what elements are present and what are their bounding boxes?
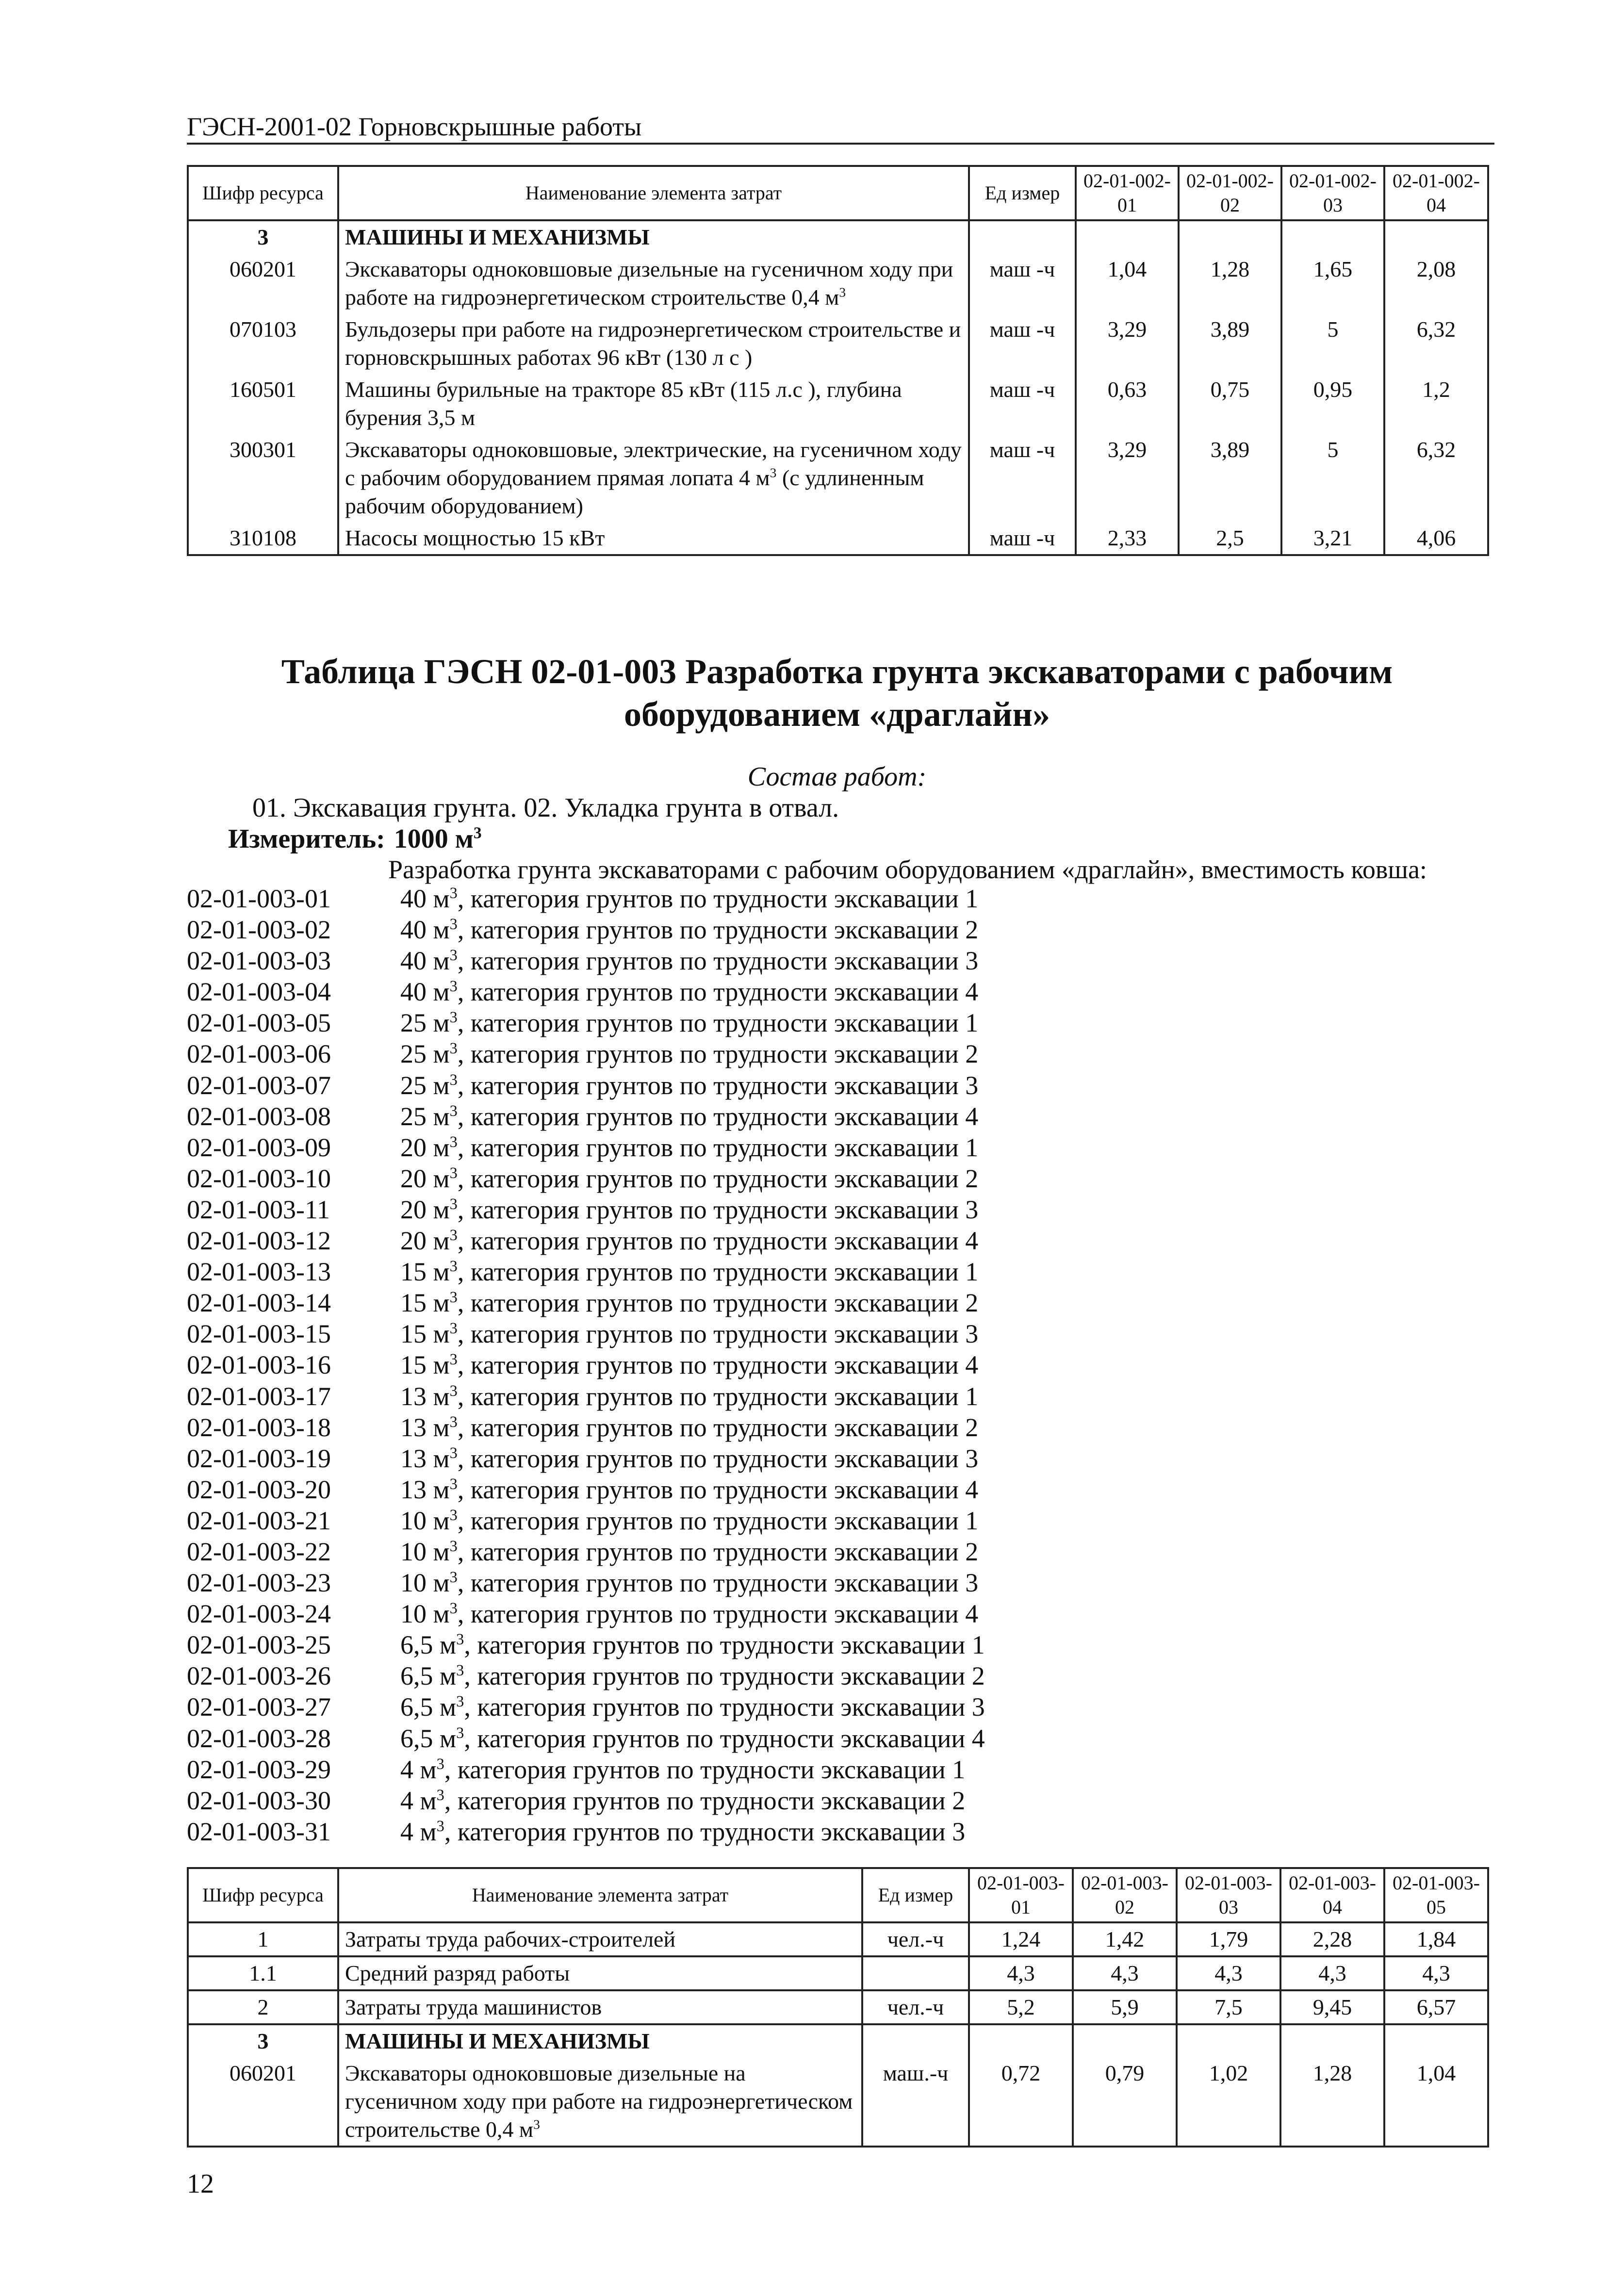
norm-item-volume: 6,5 м — [400, 1630, 457, 1660]
table-title: Таблица ГЭСН 02-01-003 Разработка грунта экскаваторами с рабочим оборудованием «драглайн» — [281, 652, 1393, 734]
unit-cell: чел.-ч — [862, 1990, 969, 2024]
norm-item-code: 02-01-003-04 — [187, 977, 331, 1007]
resource-name: Насосы мощностью 15 кВт — [338, 522, 969, 555]
norm-item-text: , категория грунтов по трудности экскавации 4 — [457, 1101, 979, 1131]
norm-item-sup: 3 — [449, 1475, 458, 1493]
norm-item-code: 02-01-003-22 — [187, 1537, 331, 1566]
norm-item-text: , категория грунтов по трудности экскавации 1 — [444, 1754, 966, 1784]
table-row — [188, 434, 1488, 522]
norm-item — [187, 1007, 1487, 1038]
header-name: Наименование элемента затрат — [338, 1868, 862, 1922]
resource-code: 1.1 — [188, 1956, 338, 1990]
norm-item-sup: 3 — [449, 1351, 458, 1369]
table-row — [188, 1956, 1488, 1990]
norm-item-sup: 3 — [449, 1195, 458, 1213]
norm-item-text: , категория грунтов по трудности экскавации 1 — [457, 1257, 979, 1287]
norm-item-volume: 25 м — [400, 1101, 450, 1131]
table-row — [188, 253, 1488, 313]
norm-item — [187, 1101, 1487, 1132]
norm-item-code: 02-01-003-23 — [187, 1568, 331, 1598]
resource-code: 160501 — [188, 374, 338, 434]
value-cell: 3,29 — [1076, 434, 1179, 522]
unit-cell: маш -ч — [969, 374, 1076, 434]
norm-item-volume: 15 м — [400, 1288, 450, 1318]
resource-code: 070103 — [188, 313, 338, 374]
resource-code: 1 — [188, 1922, 338, 1956]
value-cell: 2,33 — [1076, 522, 1179, 555]
resource-code: 060201 — [188, 253, 338, 313]
norm-item-code: 02-01-003-21 — [187, 1506, 331, 1535]
norm-item — [187, 1660, 1487, 1691]
norm-item — [187, 1443, 1487, 1474]
unit-cell: маш -ч — [969, 313, 1076, 374]
table-header-row — [188, 166, 1488, 220]
section-row — [188, 2024, 1488, 2057]
norm-item-sup: 3 — [449, 978, 458, 996]
resource-table-02-01-003 — [187, 1867, 1487, 2148]
norm-item-volume: 40 м — [400, 915, 450, 945]
meter-label: Измеритель: — [228, 824, 385, 854]
value-cell: 0,95 — [1281, 374, 1384, 434]
value-cell: 3,21 — [1281, 522, 1384, 555]
value-cell: 3,89 — [1179, 434, 1281, 522]
header-code: Шифр ресурса — [188, 1868, 338, 1922]
norm-item-code: 02-01-003-24 — [187, 1599, 331, 1629]
value-cell: 7,5 — [1177, 1990, 1280, 2024]
norm-item-sup: 3 — [436, 1755, 444, 1773]
resource-name: Затраты труда рабочих-строителей — [338, 1922, 862, 1956]
norm-item-text: , категория грунтов по трудности экскавации 4 — [457, 1350, 979, 1380]
norm-item-code: 02-01-003-20 — [187, 1475, 331, 1504]
value-cell: 0,79 — [1073, 2057, 1177, 2147]
norm-item-sup: 3 — [449, 947, 458, 965]
norm-item-sup: 3 — [449, 885, 458, 902]
norm-item — [187, 914, 1487, 945]
table-row — [188, 522, 1488, 555]
norm-item-volume: 20 м — [400, 1226, 450, 1256]
norm-item-code: 02-01-003-18 — [187, 1412, 331, 1442]
value-cell: 1,04 — [1384, 2057, 1488, 2147]
header-col: 02-01-003-03 — [1177, 1868, 1280, 1922]
norm-item-volume: 25 м — [400, 1039, 450, 1069]
norm-item-sup: 3 — [449, 1600, 458, 1618]
norm-item-text: , категория грунтов по трудности экскавации 1 — [457, 1008, 979, 1038]
norm-item-code: 02-01-003-28 — [187, 1723, 331, 1753]
value-cell: 5 — [1281, 313, 1384, 374]
norm-item — [187, 1567, 1487, 1598]
norm-item-sup: 3 — [449, 1009, 458, 1027]
norm-item-code: 02-01-003-25 — [187, 1630, 331, 1660]
norm-item-text: , категория грунтов по трудности экскавации 3 — [457, 1070, 979, 1100]
table-header-row — [188, 1868, 1488, 1922]
norm-item-volume: 13 м — [400, 1475, 450, 1504]
norm-item-text: , категория грунтов по трудности экскавации 4 — [457, 1475, 979, 1504]
header-name: Наименование элемента затрат — [338, 166, 969, 220]
value-cell: 4,3 — [969, 1956, 1073, 1990]
norm-item — [187, 1816, 1487, 1847]
work-composition-heading: Состав работ: — [747, 762, 927, 792]
norm-item — [187, 1349, 1487, 1380]
norm-item-code: 02-01-003-10 — [187, 1164, 331, 1193]
resource-name: Экскаваторы одноковшовые дизельные на гусеничном ходу при работе на гидроэнергетическом строительстве 0,4 $м^3$ — [338, 253, 969, 313]
unit-cell: маш.-ч — [862, 2057, 969, 2147]
norm-item-text: , категория грунтов по трудности экскавации 3 — [444, 1817, 966, 1846]
norm-item-code: 02-01-003-13 — [187, 1257, 331, 1287]
norm-item — [187, 1381, 1487, 1412]
norm-item-text: , категория грунтов по трудности экскавации 1 — [457, 1132, 979, 1162]
norm-item-volume: 6,5 м — [400, 1692, 457, 1722]
header-col: 02-01-003-05 — [1384, 1868, 1488, 1922]
norm-item-volume: 6,5 м — [400, 1661, 457, 1691]
meter-value: 1000 м — [394, 824, 474, 854]
norm-item-volume: 40 м — [400, 977, 450, 1007]
norm-item-text: , категория грунтов по трудности экскавации 4 — [457, 1226, 979, 1256]
norm-item-text: , категория грунтов по трудности экскавации 2 — [464, 1661, 985, 1691]
norm-item-sup: 3 — [456, 1662, 464, 1680]
norm-item-sup: 3 — [449, 1569, 458, 1587]
norm-item-code: 02-01-003-17 — [187, 1381, 331, 1411]
norm-item — [187, 945, 1487, 976]
header-col: 02-01-003-02 — [1073, 1868, 1177, 1922]
norm-item-text: , категория грунтов по трудности экскавации 3 — [457, 1319, 979, 1349]
norm-item-code: 02-01-003-16 — [187, 1350, 331, 1380]
header-col: 02-01-003-01 — [969, 1868, 1073, 1922]
norm-item-code: 02-01-003-03 — [187, 946, 331, 976]
value-cell: 4,3 — [1073, 1956, 1177, 1990]
norm-item-text: , категория грунтов по трудности экскавации 2 — [457, 1039, 979, 1069]
norm-item-code: 02-01-003-12 — [187, 1226, 331, 1256]
norm-item-sup: 3 — [449, 1537, 458, 1555]
norm-item-text: , категория грунтов по трудности экскавации 3 — [464, 1692, 985, 1722]
unit-cell — [862, 1956, 969, 1990]
resource-name: Машины бурильные на тракторе 85 кВт (115 л.с ), глубина бурения 3,5 м — [338, 374, 969, 434]
norm-item-text: , категория грунтов по трудности экскавации 2 — [457, 1412, 979, 1442]
value-cell: 0,63 — [1076, 374, 1179, 434]
norm-item-text: , категория грунтов по трудности экскавации 2 — [457, 1537, 979, 1566]
norm-item-sup: 3 — [449, 1258, 458, 1276]
norm-item-sup: 3 — [449, 1133, 458, 1151]
value-cell: 1,04 — [1076, 253, 1179, 313]
value-cell: 2,08 — [1384, 253, 1488, 313]
norm-item-code: 02-01-003-29 — [187, 1754, 331, 1784]
norm-item — [187, 1287, 1487, 1318]
norm-item-code: 02-01-003-26 — [187, 1661, 331, 1691]
norm-item — [187, 1412, 1487, 1443]
value-cell: 3,29 — [1076, 313, 1179, 374]
norm-item-code: 02-01-003-14 — [187, 1288, 331, 1318]
norm-item-text: , категория грунтов по трудности экскавации 2 — [444, 1786, 966, 1815]
norm-item-text: , категория грунтов по трудности экскавации 3 — [457, 1568, 979, 1598]
value-cell: 1,02 — [1177, 2057, 1280, 2147]
norm-item-sup: 3 — [449, 1413, 458, 1431]
norm-item-sup: 3 — [449, 1382, 458, 1400]
norm-item-code: 02-01-003-11 — [187, 1195, 330, 1224]
norm-item-text: , категория грунтов по трудности экскавации 4 — [457, 977, 979, 1007]
norm-item-volume: 25 м — [400, 1070, 450, 1100]
norm-item-code: 02-01-003-05 — [187, 1008, 331, 1038]
value-cell: 5,9 — [1073, 1990, 1177, 2024]
value-cell: 6,32 — [1384, 434, 1488, 522]
norm-item-volume: 4 м — [400, 1786, 437, 1815]
unit-cell: чел.-ч — [862, 1922, 969, 1956]
norm-item-volume: 20 м — [400, 1132, 450, 1162]
norm-item — [187, 1318, 1487, 1349]
norm-item-volume: 40 м — [400, 946, 450, 976]
norm-item-text: , категория грунтов по трудности экскавации 1 — [457, 884, 979, 913]
norm-item — [187, 1754, 1487, 1785]
norm-item-text: , категория грунтов по трудности экскавации 1 — [464, 1630, 985, 1660]
norm-item-sup: 3 — [449, 1164, 458, 1182]
norm-item-volume: 4 м — [400, 1817, 437, 1846]
norm-item-sup: 3 — [436, 1786, 444, 1804]
norm-item-sup: 3 — [456, 1724, 464, 1742]
norm-item-volume: 20 м — [400, 1164, 450, 1193]
work-composition-text: 01. Экскавация грунта. 02. Укладка грунта в отвал. — [252, 793, 839, 823]
resource-table-02-01-002 — [187, 165, 1487, 556]
norm-item-code: 02-01-003-31 — [187, 1817, 331, 1846]
norm-item-sup: 3 — [449, 1506, 458, 1524]
norm-item-code: 02-01-003-07 — [187, 1070, 331, 1100]
value-cell: 4,3 — [1384, 1956, 1488, 1990]
norm-item-text: , категория грунтов по трудности экскавации 2 — [457, 915, 979, 945]
norm-item-text: , категория грунтов по трудности экскавации 3 — [457, 946, 979, 976]
norm-item — [187, 883, 1487, 914]
norm-item-sup: 3 — [449, 1320, 458, 1338]
norm-item-sup: 3 — [449, 1040, 458, 1058]
norm-item — [187, 1691, 1487, 1722]
unit-cell: маш -ч — [969, 434, 1076, 522]
norm-item — [187, 1225, 1487, 1256]
value-cell: 0,72 — [969, 2057, 1073, 2147]
norm-item-volume: 25 м — [400, 1008, 450, 1038]
value-cell: 5 — [1281, 434, 1384, 522]
norm-item — [187, 1723, 1487, 1754]
norm-item-sup: 3 — [449, 1227, 458, 1245]
value-cell: 3,89 — [1179, 313, 1281, 374]
norm-item — [187, 1163, 1487, 1194]
header-code: Шифр ресурса — [188, 166, 338, 220]
norm-item-code: 02-01-003-30 — [187, 1786, 331, 1815]
norm-item — [187, 1598, 1487, 1629]
norm-item-code: 02-01-003-08 — [187, 1101, 331, 1131]
norm-item — [187, 1536, 1487, 1567]
measurement-unit — [228, 823, 482, 855]
value-cell: 5,2 — [969, 1990, 1073, 2024]
norm-item-code: 02-01-003-06 — [187, 1039, 331, 1069]
resource-code: 2 — [188, 1990, 338, 2024]
resource-code: 310108 — [188, 522, 338, 555]
unit-cell: маш -ч — [969, 522, 1076, 555]
norm-item — [187, 1474, 1487, 1505]
norm-item-volume: 4 м — [400, 1754, 437, 1784]
section-name: МАШИНЫ И МЕХАНИЗМЫ — [338, 220, 969, 253]
norm-item-volume: 15 м — [400, 1257, 450, 1287]
norm-item-text: , категория грунтов по трудности экскавации 1 — [457, 1381, 979, 1411]
norm-item — [187, 1132, 1487, 1163]
value-cell: 1,28 — [1179, 253, 1281, 313]
norm-item-text: , категория грунтов по трудности экскавации 2 — [457, 1288, 979, 1318]
norm-item-volume: 40 м — [400, 884, 450, 913]
meter-sup: 3 — [473, 824, 482, 842]
norm-item-sup: 3 — [436, 1817, 444, 1835]
norm-item — [187, 1194, 1487, 1225]
norm-item — [187, 1629, 1487, 1660]
value-cell: 6,32 — [1384, 313, 1488, 374]
norm-item-code: 02-01-003-15 — [187, 1319, 331, 1349]
header-unit: Ед измер — [862, 1868, 969, 1922]
running-header: ГЭСН-2001-02 Горновскрышные работы — [187, 111, 1494, 145]
section-code: 3 — [188, 220, 338, 253]
norm-item-volume: 6,5 м — [400, 1723, 457, 1753]
header-col: 02-01-002-04 — [1384, 166, 1488, 220]
header-col: 02-01-002-03 — [1281, 166, 1384, 220]
value-cell: 0,75 — [1179, 374, 1281, 434]
value-cell: 1,24 — [969, 1922, 1073, 1956]
norm-item-text: , категория грунтов по трудности экскавации 2 — [457, 1164, 979, 1193]
norm-item-text: , категория грунтов по трудности экскавации 4 — [464, 1723, 985, 1753]
norm-item-code: 02-01-003-01 — [187, 884, 331, 913]
header-col: 02-01-002-01 — [1076, 166, 1179, 220]
resource-code: 060201 — [188, 2057, 338, 2147]
norm-item-volume: 13 м — [400, 1443, 450, 1473]
section-code: 3 — [188, 2024, 338, 2057]
norm-item — [187, 1785, 1487, 1816]
norm-item-volume: 10 м — [400, 1506, 450, 1535]
norm-item-volume: 15 м — [400, 1350, 450, 1380]
section-name: МАШИНЫ И МЕХАНИЗМЫ — [338, 2024, 862, 2057]
norm-item-volume: 15 м — [400, 1319, 450, 1349]
norm-item-sup: 3 — [449, 1289, 458, 1307]
norm-item-volume: 13 м — [400, 1412, 450, 1442]
unit-cell: маш -ч — [969, 253, 1076, 313]
header-unit: Ед измер — [969, 166, 1076, 220]
norm-item-sup: 3 — [449, 1102, 458, 1120]
table-row — [188, 374, 1488, 434]
norm-items-list — [187, 883, 1487, 1847]
value-cell: 1,42 — [1073, 1922, 1177, 1956]
value-cell: 4,06 — [1384, 522, 1488, 555]
value-cell: 4,3 — [1280, 1956, 1384, 1990]
page-number: 12 — [187, 2169, 214, 2199]
norm-item-volume: 10 м — [400, 1568, 450, 1598]
norm-item — [187, 1256, 1487, 1287]
norm-item-volume: 10 м — [400, 1599, 450, 1629]
norm-item-sup: 3 — [456, 1693, 464, 1711]
resource-name: Экскаваторы одноковшовые дизельные на гусеничном ходу при работе на гидроэнергетическом строительстве 0,4 $м^3$ — [338, 2057, 862, 2147]
value-cell: 1,2 — [1384, 374, 1488, 434]
value-cell: 6,57 — [1384, 1990, 1488, 2024]
value-cell: 4,3 — [1177, 1956, 1280, 1990]
table-row — [188, 1922, 1488, 1956]
section-row — [188, 220, 1488, 253]
norm-item — [187, 1038, 1487, 1069]
table-row — [188, 313, 1488, 374]
norm-item-code: 02-01-003-27 — [187, 1692, 331, 1722]
resource-code: 300301 — [188, 434, 338, 522]
value-cell: 2,5 — [1179, 522, 1281, 555]
norm-item-volume: 20 м — [400, 1195, 450, 1224]
value-cell: 1,79 — [1177, 1922, 1280, 1956]
norm-item-text: , категория грунтов по трудности экскавации 3 — [457, 1443, 979, 1473]
resource-table — [187, 165, 1489, 556]
norm-item-volume: 10 м — [400, 1537, 450, 1566]
resource-name: Средний разряд работы — [338, 1956, 862, 1990]
norm-item — [187, 976, 1487, 1007]
norm-item-sup: 3 — [456, 1631, 464, 1649]
value-cell: 2,28 — [1280, 1922, 1384, 1956]
norm-item-sup: 3 — [449, 916, 458, 934]
table-row — [188, 1990, 1488, 2024]
header-col: 02-01-003-04 — [1280, 1868, 1384, 1922]
norm-item-code: 02-01-003-02 — [187, 915, 331, 945]
resource-table — [187, 1867, 1489, 2148]
value-cell: 9,45 — [1280, 1990, 1384, 2024]
table-row — [188, 2057, 1488, 2147]
norm-item-text: , категория грунтов по трудности экскавации 3 — [457, 1195, 979, 1224]
header-col: 02-01-002-02 — [1179, 166, 1281, 220]
resource-name: Бульдозеры при работе на гидроэнергетическом строительстве и горновскрышных работах 96 кВт (130 л с ) — [338, 313, 969, 374]
norm-item-volume: 13 м — [400, 1381, 450, 1411]
value-cell: 1,28 — [1280, 2057, 1384, 2147]
norm-item-text: , категория грунтов по трудности экскавации 1 — [457, 1506, 979, 1535]
norm-item-sup: 3 — [449, 1071, 458, 1089]
norm-item — [187, 1070, 1487, 1101]
norm-item-sup: 3 — [449, 1444, 458, 1462]
items-intro: Разработка грунта экскаваторами с рабочим оборудованием «драглайн», вместимость ковша: — [388, 855, 1427, 884]
value-cell: 1,65 — [1281, 253, 1384, 313]
value-cell: 1,84 — [1384, 1922, 1488, 1956]
norm-item-text: , категория грунтов по трудности экскавации 4 — [457, 1599, 979, 1629]
resource-name: Экскаваторы одноковшовые, электрические, на гусеничном ходу с рабочим оборудованием прямая лопата 4 $м^3$ (с удлиненным рабочим оборудованием) — [338, 434, 969, 522]
resource-name: Затраты труда машинистов — [338, 1990, 862, 2024]
norm-item-code: 02-01-003-19 — [187, 1443, 331, 1473]
norm-item-code: 02-01-003-09 — [187, 1132, 331, 1162]
norm-item — [187, 1505, 1487, 1536]
